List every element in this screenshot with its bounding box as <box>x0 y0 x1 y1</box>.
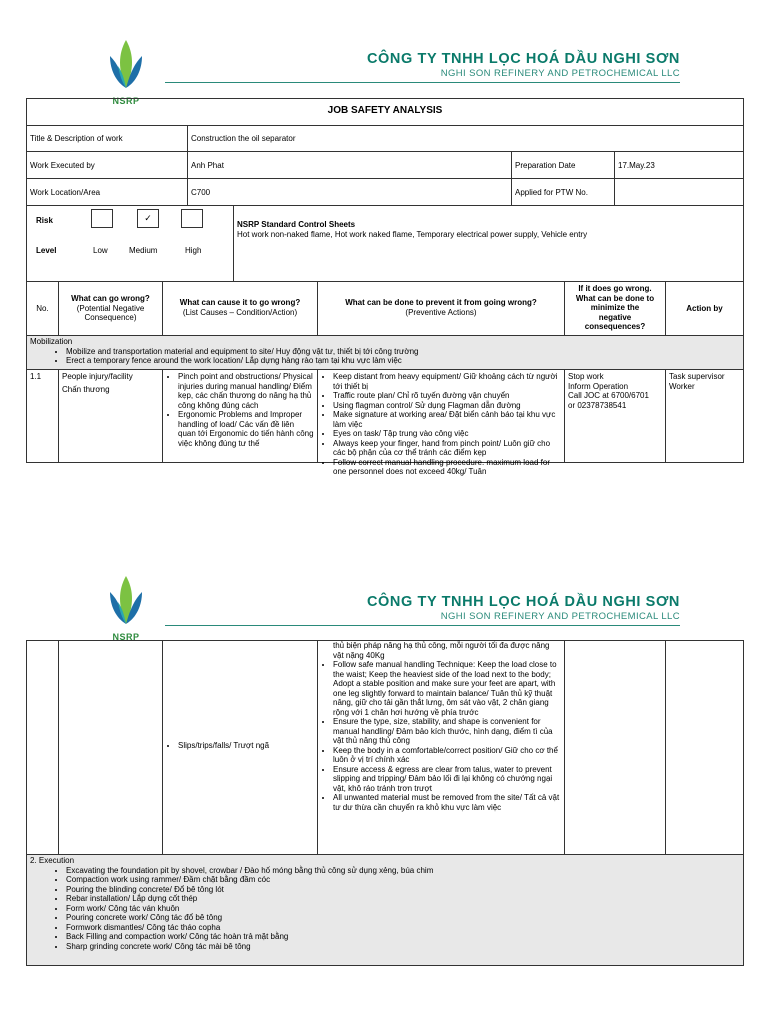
execution-heading: 2. Execution <box>30 856 75 865</box>
row-1-1-wrong <box>58 369 163 463</box>
mobilization-section <box>26 335 744 370</box>
cont-wrong <box>58 640 163 855</box>
risk-high-label: High <box>185 246 202 255</box>
prevent-item: • Ensure access & egress are clear from talus, water to prevent slipping and tripping/ Đảm bảo lối đi lại không có chướng ngại vật, khô ráo tránh trơn trượt <box>333 765 561 794</box>
list-item: • Mobilize and transportation material and equipment to site/ Huy động vật tư, thiết bị tới công trường <box>66 347 740 357</box>
prevent-item: • All unwanted material must be removed from the site/ Tất cả vật tư dư thừa cần chuyển ra khỏ khu vực làm việc <box>333 793 561 812</box>
minimize-line: Inform Operation <box>568 381 629 391</box>
header-divider <box>165 82 680 83</box>
prep-date-value: 17.May.23 <box>614 151 744 179</box>
list-item: • Back Filling and compaction work/ Công tác hoàn trả mặt bằng <box>66 932 740 942</box>
risk-medium-label: Medium <box>129 246 158 255</box>
risk-high-checkbox[interactable] <box>181 209 203 228</box>
list-item: • Compaction work using rammer/ Đầm chặt bằng đầm cóc <box>66 875 740 885</box>
col-cause-sub: (List Causes – Condition/Action) <box>182 307 298 317</box>
col-prevent-sub: (Preventive Actions) <box>405 307 477 317</box>
logo-text: NSRP <box>112 96 140 106</box>
header-divider <box>165 625 680 626</box>
risk-low-label: Low <box>93 246 108 255</box>
col-prevent <box>317 281 565 336</box>
executed-value: Anh Phat <box>187 151 512 179</box>
list-item: • Form work/ Công tác ván khuôn <box>66 904 740 914</box>
risk-label: Risk <box>36 216 53 225</box>
prevent-item: • Ensure the type, size, stability, and shape is convenient for manual handling/ Đảm bảo kích thước, hình dạng, điểm tì của vật thủ nâng thủ công <box>333 717 561 746</box>
list-item: • Sharp grinding concrete work/ Công tác mài bê tông <box>66 942 740 952</box>
col-action-by: Action by <box>665 281 744 336</box>
col-no: No. <box>26 281 59 336</box>
company-name-en: NGHI SON REFINERY AND PETROCHEMICAL LLC <box>440 68 680 79</box>
prevent-item: • Traffic route plan/ Chỉ rõ tuyến đường vận chuyển <box>333 391 561 401</box>
location-label: Work Location/Area <box>26 178 188 206</box>
list-item: • Formwork dismantles/ Công tác tháo copha <box>66 923 740 933</box>
cause-item: • Ergonomic Problems and Improper handling of load/ Các vấn đề liên quan tới Ergonomic do tiến hành công việc không đúng tư thế <box>178 410 314 448</box>
ptw-label: Applied for PTW No. <box>511 178 615 206</box>
mobilization-heading: Mobilization <box>30 337 73 346</box>
nsrp-logo <box>96 572 156 642</box>
ptw-value <box>614 178 744 206</box>
prevent-item: • Always keep your finger, hand from pinch point/ Luôn giữ cho các bộ phận của cơ thể tránh các điểm kẹp <box>333 439 561 458</box>
risk-medium-checkbox[interactable]: ✓ <box>137 209 159 228</box>
minimize-line: or 02378738541 <box>568 400 627 410</box>
company-name-vn: CÔNG TY TNHH LỌC HOÁ DẦU NGHI SƠN <box>366 51 680 67</box>
prevent-item: • Keep distant from heavy equipment/ Giữ khoảng cách từ người tới thiết bị <box>333 372 561 391</box>
list-item: • Excavating the foundation pit by shovel, crowbar / Đào hố móng bằng thủ công sử dụng xẻng, búa chim <box>66 866 740 876</box>
row-1-1-action-by <box>665 369 744 463</box>
row-1-1-causes <box>162 369 318 463</box>
col-wrong <box>58 281 163 336</box>
col-prevent-title: What can be done to prevent it from going wrong? <box>345 298 537 307</box>
level-label: Level <box>36 246 57 255</box>
leaf-icon <box>96 572 156 630</box>
control-sheets-cell <box>233 205 744 282</box>
col-cause <box>162 281 318 336</box>
prevent-item: • Using flagman control/ Sử dụng Flagman dẫn đường <box>333 401 561 411</box>
control-sheets-title: NSRP Standard Control Sheets <box>237 220 356 229</box>
execution-list <box>30 866 740 952</box>
execution-section <box>26 854 744 966</box>
control-sheets-text: Hot work non-naked flame, Hot work naked flame, Temporary electrical power supply, Vehicle entry <box>237 229 588 239</box>
list-item: • Rebar installation/ Lắp dựng cốt thép <box>66 894 740 904</box>
title-label: Title & Description of work <box>26 125 188 152</box>
list-item: • Erect a temporary fence around the work location/ Lắp dựng hàng rào tạm tại khu vực làm việc <box>66 356 740 366</box>
company-name-vn: CÔNG TY TNHH LỌC HOÁ DẦU NGHI SƠN <box>366 594 680 610</box>
risk-low-checkbox[interactable] <box>91 209 113 228</box>
col-cause-title: What can cause it to go wrong? <box>179 298 301 307</box>
prevent-item: • Follow safe manual handling Technique: Keep the load close to the waist; Keep the heaviest side of the load next to the body; Adopt a stable position and make sure your feet are apart, with one leg slightly forward to maintain balance/ Tuân thủ kỹ thuật nâng, giữ cho tải gần thắt lưng, ôm sát vào vật, 2 chân giang rộng với 1 chân hơi hướng về phía trước <box>333 660 561 717</box>
title-value: Construction the oil separator <box>187 125 744 152</box>
cont-causes <box>162 640 318 855</box>
col-wrong-title: What can go wrong? <box>71 294 150 303</box>
prevent-continuation: thủ biện pháp nâng hạ thủ công, mỗi người tối đa được nâng vật nặng 40Kg <box>333 641 550 660</box>
row-1-1-preventions <box>317 369 565 476</box>
leaf-icon <box>96 36 156 94</box>
prevent-item: • Make signature at working area/ Đặt biển cảnh báo tại khu vực làm việc <box>333 410 561 429</box>
cont-preventions <box>317 640 565 855</box>
prevent-item: • Eyes on task/ Tập trung vào công việc <box>333 429 561 439</box>
prep-date-label: Preparation Date <box>511 151 615 179</box>
cont-action-by <box>665 640 744 855</box>
company-name-en: NGHI SON REFINERY AND PETROCHEMICAL LLC <box>440 611 680 622</box>
risk-level-cell <box>26 205 234 282</box>
list-item: • Pouring concrete work/ Công tác đổ bê tông <box>66 913 740 923</box>
col-wrong-sub: (Potential Negative Consequence) <box>76 303 145 322</box>
row-1-1-minimize <box>564 369 666 463</box>
form-title: JOB SAFETY ANALYSIS <box>26 98 744 126</box>
col-minimize: If it does go wrong. What can be done to minimize the negative consequences? <box>564 281 666 336</box>
row-1-1-no: 1.1 <box>26 369 59 463</box>
cont-minimize <box>564 640 666 855</box>
list-item: • Pouring the blinding concrete/ Đổ bê tông lót <box>66 885 740 895</box>
minimize-line: Stop work <box>568 372 604 381</box>
nsrp-logo <box>96 36 156 106</box>
cause-item: • Pinch point and obstructions/ Physical injuries during manual handling/ Điểm kẹp, các chấn thương do nâng hạ thủ công không đúng cách <box>178 372 314 410</box>
action-line: Task supervisor <box>669 372 725 381</box>
wrong-line: Chấn thương <box>62 384 110 394</box>
mobilization-list <box>30 347 740 366</box>
cause-item: • Slips/trips/falls/ Trượt ngã <box>178 741 314 751</box>
cont-no <box>26 640 59 855</box>
action-line: Worker <box>669 381 695 391</box>
prevent-item: • Keep the body in a comfortable/correct position/ Giữ cho cơ thể luôn ở vị trí chính xác <box>333 746 561 765</box>
minimize-line: Call JOC at 6700/6701 <box>568 391 649 400</box>
location-value: C700 <box>187 178 512 206</box>
wrong-line: People injury/facility <box>62 372 133 381</box>
prevent-item: • Follow correct manual handling procedure. maximum load for one personnel does not exceed 40kg/ Tuân <box>333 458 561 477</box>
executed-label: Work Executed by <box>26 151 188 179</box>
logo-text: NSRP <box>112 632 140 642</box>
